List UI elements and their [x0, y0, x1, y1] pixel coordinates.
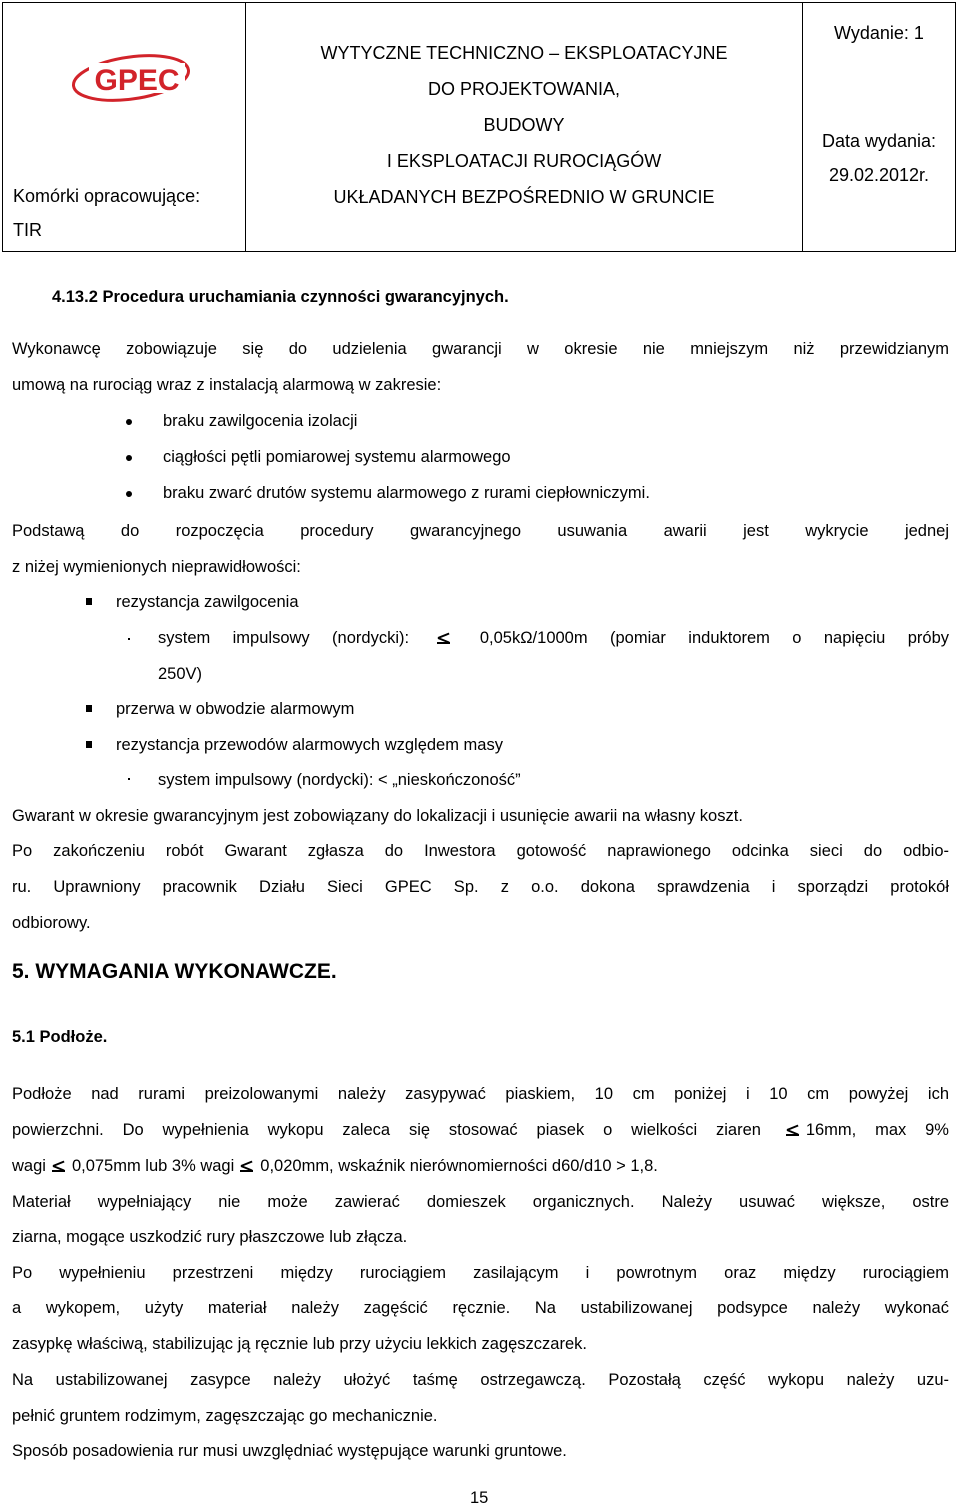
section-4132-heading: 4.13.2 Procedura uruchamiania czynności gwarancyjnych. — [52, 288, 509, 306]
square-bullet — [86, 705, 92, 712]
title-line: I EKSPLOATACJI RUROCIĄGÓW — [386, 151, 662, 171]
po-line: ru. Uprawniony pracownik Działu Sieci GPEC Sp. z o.o. dokona sprawdzenia i sporządzi protokół — [12, 878, 949, 896]
header-title-cell — [246, 3, 803, 252]
p3-line: zasypkę właściwą, stabilizując ją ręcznie lub przy użyciu lekkich zagęszczarek. — [12, 1335, 587, 1353]
less-equal-icon — [52, 1158, 66, 1172]
title-line: DO PROJEKTOWANIA, — [427, 79, 621, 99]
document-title — [246, 35, 802, 215]
p1-line3-b: 0,075mm lub 3% wagi — [71, 1157, 235, 1175]
sub-item-line — [158, 629, 949, 648]
p2-line: Materiał wypełniający nie może zawierać domieszek organicznych. Należy usuwać większe, ostre — [12, 1193, 949, 1211]
dot-bullet — [128, 778, 130, 780]
p1-line — [12, 1157, 658, 1176]
list-item: rezystancja zawilgocenia — [116, 593, 299, 611]
bullet-dot — [126, 455, 132, 461]
less-equal-icon — [437, 630, 451, 644]
title-line: BUDOWY — [483, 115, 565, 135]
komorki-label: Komórki opracowujące: — [13, 186, 201, 206]
po-line: Po zakończeniu robót Gwarant zgłasza do Inwestora gotowość naprawionego odcinka sieci do odbio- — [12, 842, 949, 860]
sub-item-c: 250V) — [158, 665, 203, 683]
page-number: 15 — [470, 1489, 489, 1507]
p1-line2-tail: 16mm, max 9% — [805, 1121, 949, 1139]
list-item: braku zwarć drutów systemu alarmowego z rurami ciepłowniczymi. — [163, 484, 650, 502]
header-left-cell — [3, 3, 246, 252]
sub-item-b: 0,05kΩ/1000m (pomiar induktorem o napięciu próby — [479, 629, 949, 647]
p1-line3-a: wagi — [12, 1157, 46, 1175]
title-line: WYTYCZNE TECHNICZNO – EKSPLOATACYJNE — [320, 43, 728, 63]
podstawa-line: z niżej wymienionych nieprawidłowości: — [12, 558, 301, 576]
list-item: rezystancja przewodów alarmowych względem masy — [116, 736, 503, 754]
po-line: odbiorowy. — [12, 914, 91, 932]
data-wydania-label: Data wydania: — [821, 131, 937, 151]
section-5-heading: 5. WYMAGANIA WYKONAWCZE. — [12, 960, 337, 983]
gpec-logo — [69, 53, 199, 103]
list-item: ciągłości pętli pomiarowej systemu alarmowego — [163, 448, 511, 466]
logo-text: GPEC — [94, 64, 180, 97]
square-bullet — [86, 741, 92, 748]
document-header — [2, 2, 956, 252]
p3-line: a wykopem, użyty materiał należy zagęścić ręcznie. Na ustabilizowanej podsypce należy wykonać — [12, 1299, 949, 1317]
header-right-cell — [803, 3, 956, 252]
p1-line: Podłoże nad rurami preizolowanymi należy zasypywać piaskiem, 10 cm poniżej i 10 cm powyżej ich — [12, 1085, 949, 1103]
square-bullet — [86, 598, 92, 605]
bullet-dot — [126, 491, 132, 497]
p5-text: Sposób posadowienia rur musi uwzględniać występujące warunki gruntowe. — [12, 1442, 567, 1460]
section-51-heading: 5.1 Podłoże. — [12, 1028, 108, 1046]
intro-line: Wykonawcę zobowiązuje się do udzielenia gwarancji w okresie nie mniejszym niż przewidzianym — [12, 340, 949, 358]
p1-line2-text: powierzchni. Do wypełnienia wykopu zaleca się stosować piasek o wielkości ziaren — [12, 1121, 761, 1139]
list-item: przerwa w obwodzie alarmowym — [116, 700, 355, 718]
less-equal-icon — [240, 1158, 254, 1172]
p2-line: ziarna, mogące uszkodzić rury płaszczowe lub złącza. — [12, 1228, 408, 1246]
dot-bullet — [128, 638, 130, 640]
p4-line: Na ustabilizowanej zasypce należy ułożyć taśmę ostrzegawczą. Pozostałą część wykopu należy uzu- — [12, 1371, 949, 1389]
podstawa-line: Podstawą do rozpoczęcia procedury gwarancyjnego usuwania awarii jest wykrycie jednej — [12, 522, 949, 540]
p1-line3-c: 0,020mm, wskaźnik nierównomierności d60/d10 > 1,8. — [260, 1157, 658, 1175]
bullet-dot — [126, 419, 132, 425]
title-line: UKŁADANYCH BEZPOŚREDNIO W GRUNCIE — [333, 187, 715, 207]
p1-line — [12, 1121, 949, 1140]
komorki-value: TIR — [13, 220, 42, 240]
sub-item-a: system impulsowy (nordycki): — [158, 629, 410, 647]
gwarant-text: Gwarant w okresie gwarancyjnym jest zobowiązany do lokalizacji i usunięcie awarii na własny koszt. — [12, 807, 743, 825]
p4-line: pełnić gruntem rodzimym, zagęszczając go mechanicznie. — [12, 1407, 438, 1425]
sub-item: system impulsowy (nordycki): < „nieskończoność” — [158, 771, 521, 789]
less-equal-icon — [786, 1122, 800, 1136]
list-item: braku zawilgocenia izolacji — [163, 412, 358, 430]
p3-line: Po wypełnieniu przestrzeni między rurociągiem zasilającym i powrotnym oraz między rurociągiem — [12, 1264, 949, 1282]
intro-line: umową na rurociąg wraz z instalacją alarmową w zakresie: — [12, 376, 442, 394]
data-wydania-value: 29.02.2012r. — [828, 165, 930, 185]
wydanie: Wydanie: 1 — [834, 23, 924, 43]
